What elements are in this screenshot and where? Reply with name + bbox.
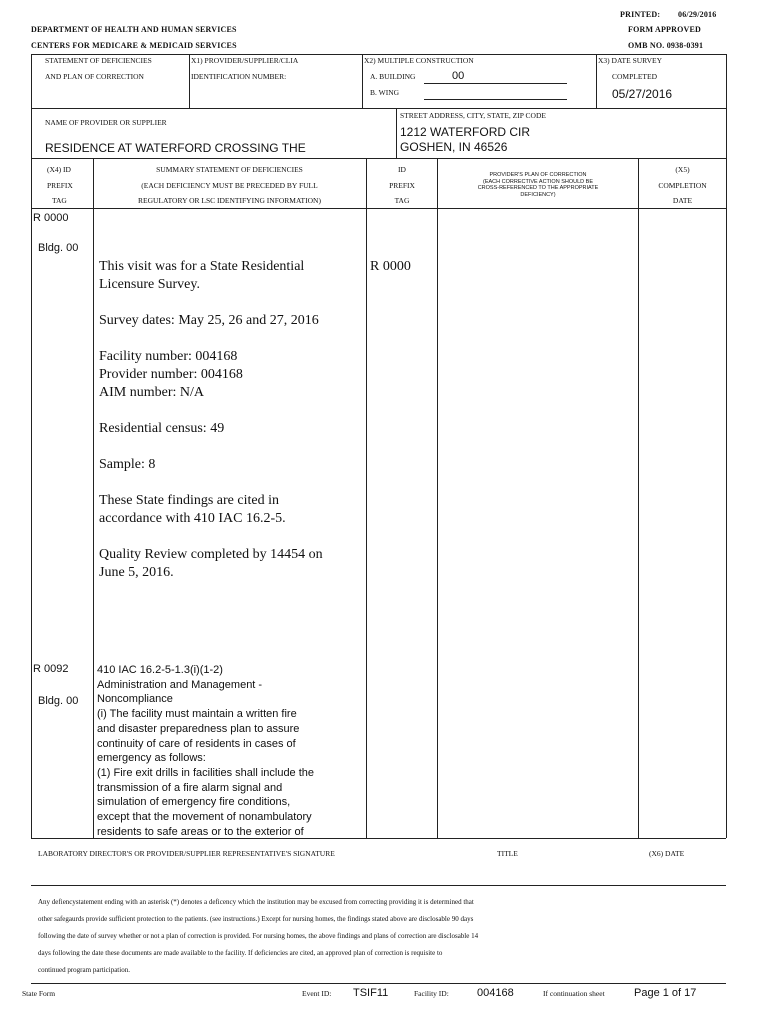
state-form-label: State Form [22,989,56,998]
printed-date: 06/29/2016 [678,10,717,19]
statement-label-2: AND PLAN OF CORRECTION [45,72,144,81]
text-line: and disaster preparedness plan to assure [97,722,300,735]
x3-label-1: X3) DATE SURVEY [598,56,662,65]
event-id-label: Event ID: [302,989,332,998]
rule [638,158,639,838]
text-line: Survey dates: May 25, 26 and 27, 2016 [99,313,319,328]
text-line: Residential census: 49 [99,421,225,436]
plan-header-3: CROSS-REFERENCED TO THE APPROPRIATE [477,185,599,191]
id-tag-r0000: R 0000 [370,259,411,274]
disclaimer [38,894,478,979]
x6-date-label: (X6) DATE [649,849,685,858]
text-line: June 5, 2016. [99,565,174,580]
rule [437,158,438,838]
x5-header-3: DATE [672,196,693,205]
survey-completed-date: 05/27/2016 [612,87,673,101]
event-id-value: TSIF11 [353,987,389,999]
rule [396,108,397,158]
disclaimer-line: continued program participation. [38,966,130,974]
text-line [99,330,323,348]
text-line [99,474,323,492]
text-line: residents to safe areas or to the exterior of [97,825,304,838]
text-line: except that the movement of nonambulatory [97,811,312,824]
plan-header-1: PROVIDER'S PLAN OF CORRECTION [489,172,587,178]
statement-label-1: STATEMENT OF DEFICIENCIES [45,56,152,65]
dept-title: DEPARTMENT OF HEALTH AND HUMAN SERVICES [31,25,237,34]
facility-id-value: 004168 [477,987,514,999]
disclaimer-line: other safegaurds provide sufficient protection to the patients. (see instructions.) Except for nursing homes, the findings stated above are disclosable 90 days [38,915,474,923]
text-line: continuity of care of residents in cases of [97,737,296,750]
page-number: Page 1 of 17 [634,987,697,999]
tag-r0092: R 0092 [33,663,69,675]
signature-label: LABORATORY DIRECTOR'S OR PROVIDER/SUPPLIER REPRESENTATIVE'S SIGNATURE [38,849,335,858]
text-line: Sample: 8 [99,457,156,472]
rule [31,158,726,159]
id-header-2: PREFIX [389,181,415,190]
x1-label-1: X1) PROVIDER/SUPPLIER/CLIA [191,56,299,65]
rule [31,838,726,839]
summary-header-1: SUMMARY STATEMENT OF DEFICIENCIES [156,165,303,174]
text-line [99,528,323,546]
text-line: accordance with 410 IAC 16.2-5. [99,511,286,526]
tag-r0000: R 0000 [33,212,69,224]
text-line: Licensure Survey. [99,277,200,292]
text-line: Provider number: 004168 [99,367,243,382]
text-line: (1) Fire exit drills in facilities shall include the [97,766,315,779]
id-header-1: ID [398,165,406,174]
printed-label: PRINTED: [620,10,661,19]
rule [424,99,567,100]
text-line: AIM number: N/A [99,385,204,400]
summary-header-2: (EACH DEFICIENCY MUST BE PRECEDED BY FULL [141,181,318,190]
rule [93,158,94,838]
text-line [99,438,323,456]
rule [31,208,726,209]
continuation-label: If continuation sheet [543,989,605,998]
provider-name-label: NAME OF PROVIDER OR SUPPLIER [45,118,167,127]
text-line: These State findings are cited in [99,493,279,508]
x2-label: X2) MULTIPLE CONSTRUCTION [364,56,474,65]
rule [189,54,190,108]
x5-header-2: COMPLETION [658,181,707,190]
text-line: simulation of emergency fire conditions, [97,796,291,809]
rule [31,885,726,886]
bldg-r0092: Bldg. 00 [38,695,79,707]
text-line: transmission of a fire alarm signal and [97,781,283,794]
disclaimer-line: following the date of survey whether or not a plan of correction is provided. For nursing homes, the above findings and plans of correction are disclosable 14 [38,932,479,940]
facility-id-label: Facility ID: [414,989,449,998]
rule [31,54,726,55]
rule [31,108,726,109]
plan-header-4: DEFICIENCY) [520,191,556,198]
text-line: This visit was for a State Residential [99,259,305,274]
form-approved: FORM APPROVED [628,25,702,34]
building-label: A. BUILDING [370,72,416,81]
title-label: TITLE [497,849,518,858]
text-line: Administration and Management - [97,678,263,691]
rule [596,54,597,108]
id-header-3: TAG [394,196,410,205]
x4-header-2: PREFIX [47,181,73,190]
text-line: emergency as follows: [97,752,206,765]
address-line-2: GOSHEN, IN 46526 [400,140,508,154]
rule [366,158,367,838]
centers-title: CENTERS FOR MEDICARE & MEDICAID SERVICES [31,41,237,50]
building-value: 00 [452,70,465,82]
r0092-summary-text [97,663,314,839]
omb-number: OMB NO. 0938-0391 [628,41,704,50]
x3-label-2: COMPLETED [612,72,657,81]
provider-name: RESIDENCE AT WATERFORD CROSSING THE [45,141,306,155]
x5-header-1: (X5) [675,165,690,174]
rule [362,54,363,108]
text-line: 410 IAC 16.2-5-1.3(i)(1-2) [97,664,223,676]
plan-header-2: (EACH CORRECTIVE ACTION SHOULD BE [482,178,594,185]
text-line: Facility number: 004168 [99,349,238,364]
text-line: Quality Review completed by 14454 on [99,547,323,562]
rule [726,54,727,838]
address-line-1: 1212 WATERFORD CIR [400,125,531,139]
x4-header-3: TAG [52,196,67,205]
x1-label-2: IDENTIFICATION NUMBER: [191,72,287,81]
plan-header [438,172,638,198]
rule [424,83,567,84]
disclaimer-line: days following the date these documents are made available to the facility. If deficiencies are cited, an approved plan of correction is requisite to [38,949,443,957]
wing-label: B. WING [370,88,400,97]
text-line [99,402,323,420]
text-line: Noncompliance [97,693,173,706]
disclaimer-line: Any defiencystatement ending with an asterisk (*) denotes a deficency which the institution may be excused from correcting providing it is determined that [38,898,474,906]
bldg-r0000: Bldg. 00 [38,242,79,254]
summary-header-3: REGULATORY OR LSC IDENTIFYING INFORMATION) [138,196,321,205]
text-line [99,294,323,312]
text-line: (i) The facility must maintain a written fire [97,708,297,721]
rule [31,983,726,984]
address-label: STREET ADDRESS, CITY, STATE, ZIP CODE [400,111,546,120]
rule [31,54,32,838]
r0000-summary-text [99,258,323,582]
x4-header-1: (X4) ID [47,165,71,174]
